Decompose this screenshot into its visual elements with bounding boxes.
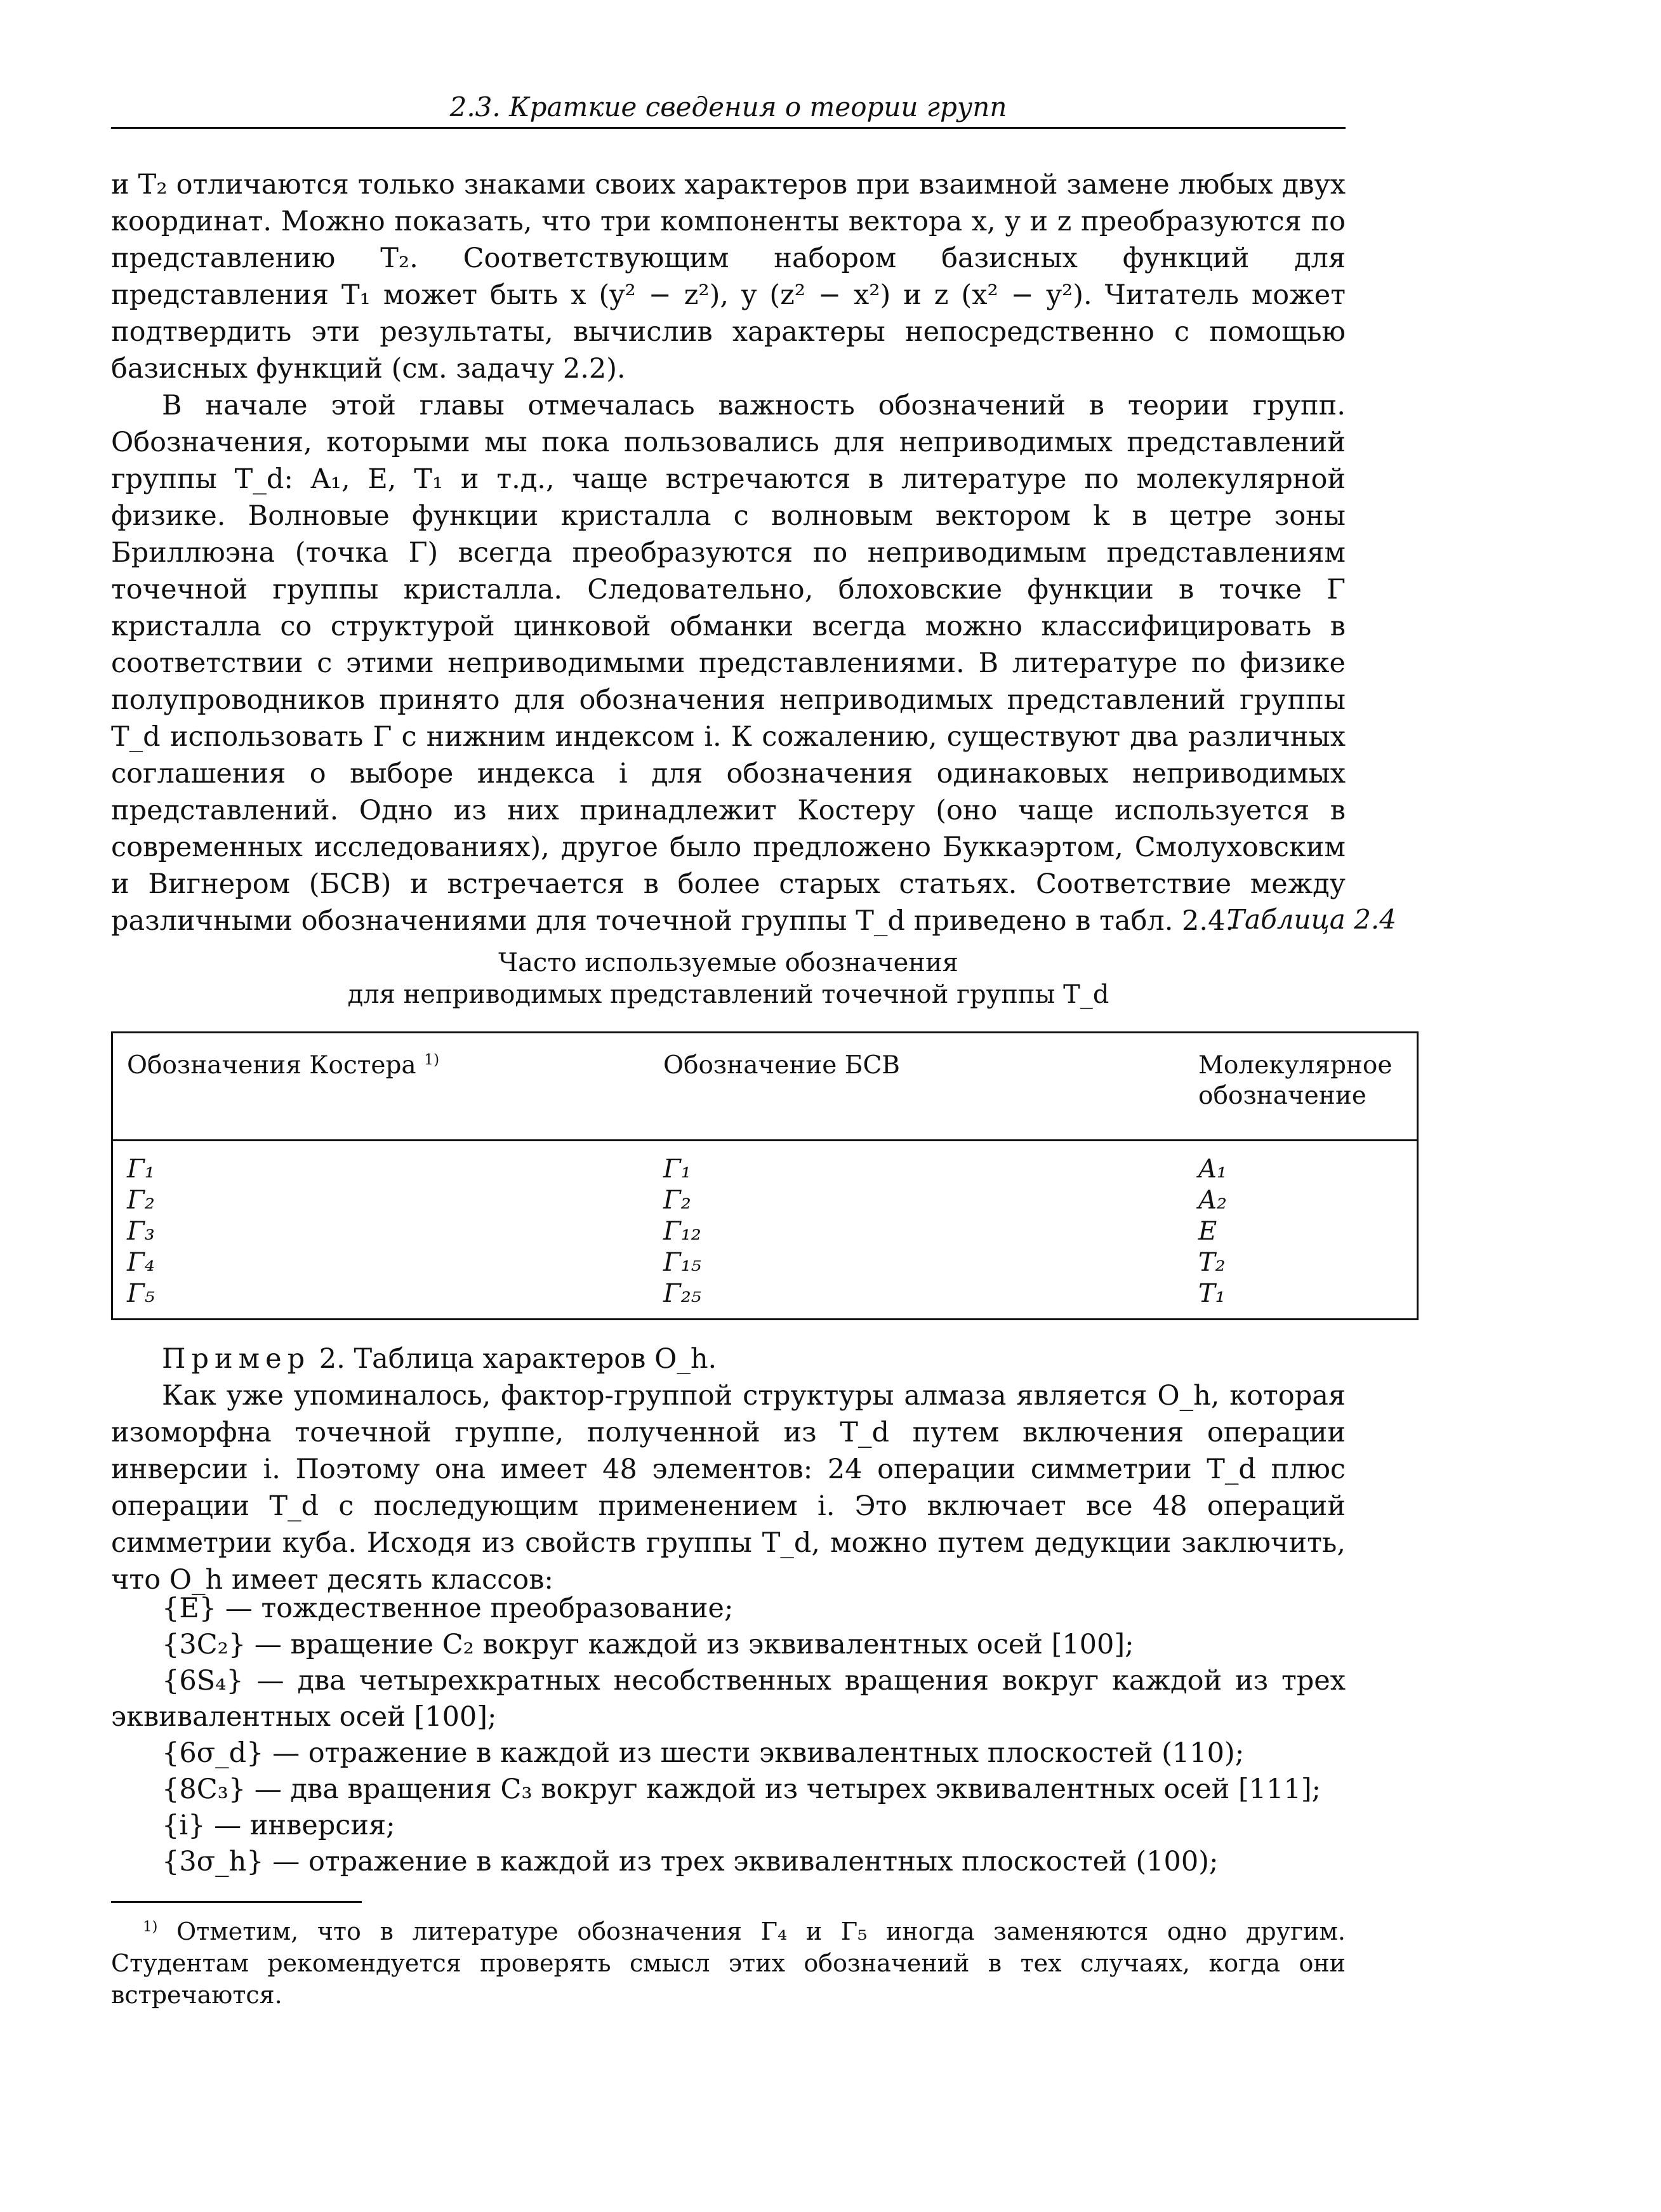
table-cell: Γ₁ bbox=[663, 1155, 691, 1184]
paragraph-1: и T₂ отличаются только знаками своих характеров при взаимной замене любых двух координат. Можно показать, что три компоненты вектора x, y и z преобразуются по представлению T₂. Соответствующим набором базисных функций для представления T₁ может быть x (y² − z²), y (z² − x²) и z (x² − y²). Читатель может подтвердить эти результаты, вычислив характеры непосредственно с помощью базисных функций (см. задачу 2.2). bbox=[111, 169, 1346, 385]
running-head: 2.3. Краткие сведения о теории групп bbox=[449, 91, 1007, 123]
footnote bbox=[111, 1916, 1346, 2011]
footnote-text: Отметим, что в литературе обозначения Γ₄ и Γ₅ иногда заменяются одно другим. Студентам рекомендуется проверять смысл этих обозначений в тех случаях, когда они встречаются. bbox=[111, 1917, 1346, 2009]
class-item: {3σ_h} — отражение в каждой из трех эквивалентных плоскостей (100); bbox=[162, 1846, 1219, 1878]
table-cell: A₁ bbox=[1198, 1155, 1227, 1184]
table-cell: Γ₁₂ bbox=[663, 1217, 701, 1246]
table-header-bsv: Обозначение БСВ bbox=[663, 1051, 900, 1080]
table-header-footnote-mark: 1) bbox=[424, 1050, 440, 1068]
table-cell: A₂ bbox=[1198, 1186, 1227, 1215]
table-title-line-1: Часто используемые обозначения bbox=[498, 948, 958, 977]
example-heading bbox=[162, 1341, 717, 1377]
table-title bbox=[111, 947, 1346, 1010]
table-cell: T₁ bbox=[1198, 1279, 1226, 1308]
table-header-molecular: Молекулярное обозначение bbox=[1198, 1051, 1393, 1110]
table-number: Таблица 2.4 bbox=[1227, 904, 1396, 935]
table-header-rule bbox=[111, 1139, 1419, 1141]
class-item: {8C₃} — два вращения C₃ вокруг каждой из четырех эквивалентных осей [111]; bbox=[162, 1773, 1321, 1805]
main-text bbox=[111, 166, 1346, 939]
class-item: {6S₄} — два четырехкратных несобственных вращения вокруг каждой из трех эквивалентных осей [100]; bbox=[111, 1665, 1346, 1733]
example-text-block bbox=[111, 1377, 1346, 1598]
table-cell: E bbox=[1198, 1217, 1217, 1246]
header-rule bbox=[111, 127, 1346, 129]
footnote-rule bbox=[111, 1901, 362, 1903]
table-cell: T₂ bbox=[1198, 1248, 1226, 1277]
footnote-paragraph bbox=[111, 1916, 1346, 2011]
example-title: 2. Таблица характеров O_h. bbox=[319, 1343, 717, 1375]
table-cell: Γ₃ bbox=[127, 1217, 155, 1246]
footnote-mark: 1) bbox=[143, 1918, 158, 1935]
table-cell: Γ₁ bbox=[127, 1155, 155, 1184]
paragraph-2: В начале этой главы отмечалась важность обозначений в теории групп. Обозначения, которыми мы пока пользовались для неприводимых представлений группы T_d: A₁, E, T₁ и т.д., чаще встречаются в литературе по молекулярной физике. Волновые функции кристалла с волновым вектором k в цетре зоны Бриллюэна (точка Γ) всегда преобразуются по неприводимым представлениям точечной группы кристалла. Следовательно, блоховские функции в точке Γ кристалла со структурой цинковой обманки всегда можно классифицировать в соответствии с этими неприводимыми представлениями. В литературе по физике полупроводников принято для обозначения неприводимых представлений группы T_d использовать Γ с нижним индексом i. К сожалению, существуют два различных соглашения о выборе индекса i для обозначения одинаковых неприводимых представлений. Одно из них принадлежит Костеру (оно чаще используется в современных исследованиях), другое было предложено Буккаэртом, Смолуховским и Вигнером (БСВ) и встречается в более старых статьях. Соответствие между различными обозначениями для точечной группы T_d приведено в табл. 2.4. bbox=[111, 390, 1346, 937]
class-item: {3C₂} — вращение C₂ вокруг каждой из эквивалентных осей [100]; bbox=[162, 1629, 1134, 1660]
table-cell: Γ₅ bbox=[127, 1279, 155, 1308]
table-title-line-2: для неприводимых представлений точечной группы T_d bbox=[347, 980, 1109, 1009]
example-label: Пример bbox=[162, 1343, 311, 1375]
class-item: {i} — инверсия; bbox=[162, 1810, 395, 1841]
table-cell: Γ₁₅ bbox=[663, 1248, 701, 1277]
table-cell: Γ₂ bbox=[663, 1186, 691, 1215]
table-header-koster-label: Обозначения Костера bbox=[127, 1051, 416, 1080]
table-cell: Γ₄ bbox=[127, 1248, 155, 1277]
class-item: {6σ_d} — отражение в каждой из шести эквивалентных плоскостей (110); bbox=[162, 1737, 1245, 1769]
table-cell: Γ₂₅ bbox=[663, 1279, 701, 1308]
class-item: {E} — тождественное преобразование; bbox=[162, 1593, 734, 1624]
table-cell: Γ₂ bbox=[127, 1186, 155, 1215]
class-list bbox=[111, 1591, 1346, 1880]
example-paragraph: Как уже упоминалось, фактор-группой структуры алмаза является O_h, которая изоморфна точечной группе, полученной из T_d путем включения операции инверсии i. Поэтому она имеет 48 элементов: 24 операции симметрии T_d плюс операции T_d с последующим применением i. Это включает все 48 операций симметрии куба. Исходя из свойств группы T_d, можно путем дедукции заключить, что O_h имеет десять классов: bbox=[111, 1380, 1346, 1596]
table-header-koster bbox=[127, 1050, 609, 1081]
